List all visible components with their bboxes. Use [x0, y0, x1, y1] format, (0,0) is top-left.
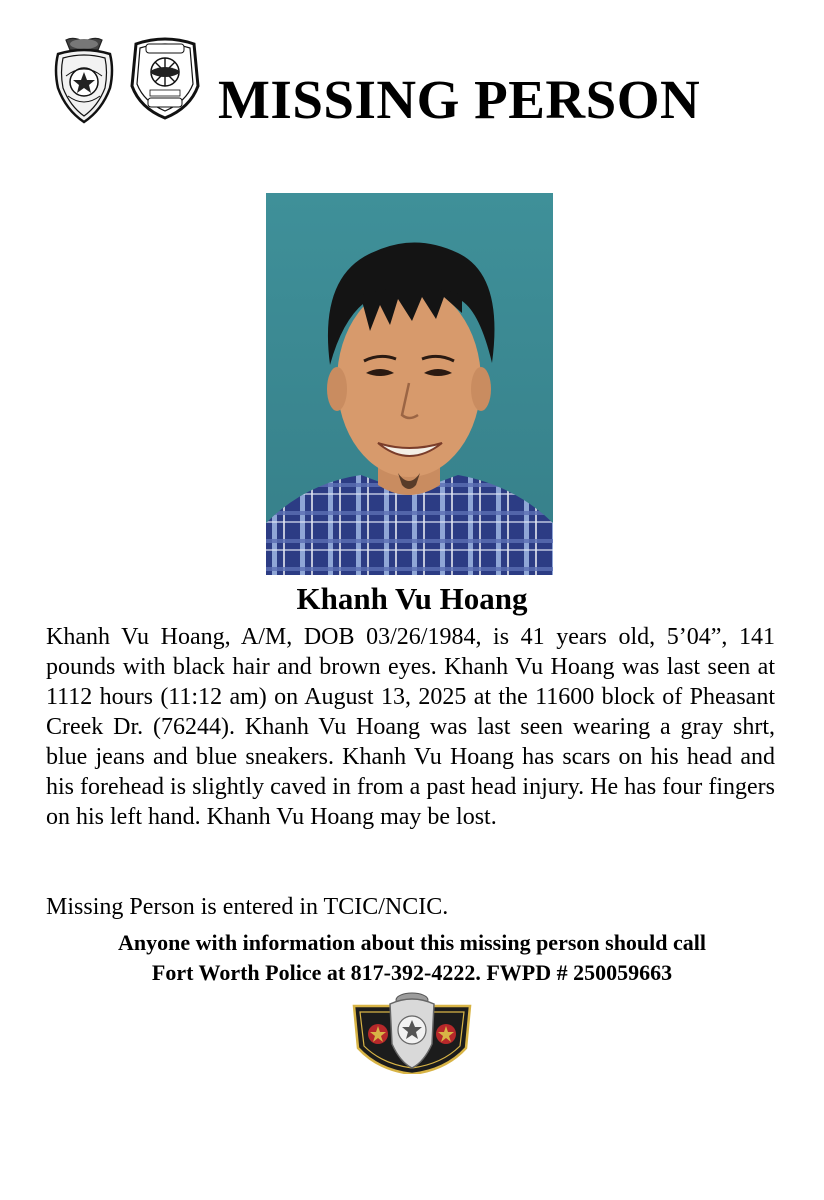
page-title: MISSING PERSON	[218, 69, 701, 130]
registry-note: Missing Person is entered in TCIC/NCIC.	[46, 894, 449, 920]
person-description: Khanh Vu Hoang, A/M, DOB 03/26/1984, is 41 years old, 5’04”, 141 pounds with black hair and brown eyes. Khanh Vu Hoang was last seen at 1112 hours (11:12 am) on August 13, 2025 at the 11600 block of Pheasant Creek Dr. (76244). Khanh Vu Hoang was last seen wearing a gray shrt, blue jeans and blue sneakers. Khanh Vu Hoang has scars on his head and his forehead is slightly caved in from a past head injury. He has four fingers on his left hand. Khanh Vu Hoang may be lost.	[46, 624, 775, 830]
contact-line-1: Anyone with information about this missing person should call	[118, 930, 706, 955]
person-name: Khanh Vu Hoang	[296, 581, 528, 616]
police-patch-right-icon	[128, 36, 202, 120]
contact-info	[0, 928, 824, 988]
police-badge-left-icon	[52, 36, 116, 124]
person-photo	[266, 193, 553, 575]
police-emblem-icon	[350, 992, 474, 1074]
contact-line-2: Fort Worth Police at 817-392-4222. FWPD # 250059663	[151, 960, 673, 985]
